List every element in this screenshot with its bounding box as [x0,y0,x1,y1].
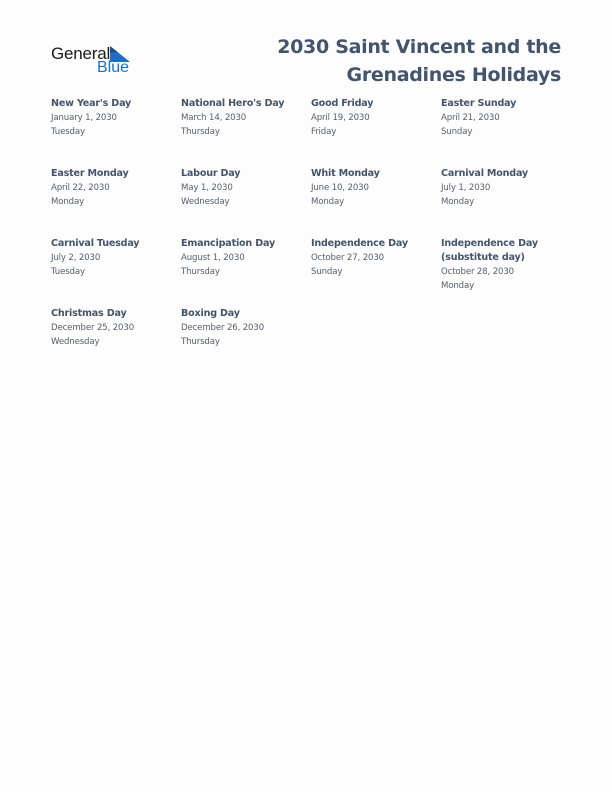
holiday-weekday: Tuesday [51,127,85,137]
logo-word-general: General [51,44,111,63]
holiday-item [311,97,439,139]
holiday-item [181,167,309,209]
holiday-date: December 25, 2030 [51,323,135,333]
holiday-weekday: Tuesday [51,267,85,277]
holiday-item [51,167,179,209]
holiday-name: New Year's Day [51,98,132,109]
holiday-weekday: Monday [441,281,475,291]
holiday-name: Christmas Day [51,308,127,319]
holiday-name: Independence Day (substitute day) [441,238,538,263]
holiday-date: August 1, 2030 [181,253,245,263]
holiday-weekday: Monday [441,197,475,207]
holiday-item [441,97,569,139]
holiday-date: October 27, 2030 [311,253,384,263]
holiday-name: Boxing Day [181,308,240,319]
holiday-item [51,97,179,139]
holiday-weekday: Monday [51,197,85,207]
page-title: 2030 Saint Vincent and the Grenadines Holidays [277,36,561,86]
holiday-date: January 1, 2030 [51,113,117,123]
holiday-date: April 21, 2030 [441,113,500,123]
holiday-name: Easter Monday [51,168,129,179]
holiday-item [311,167,439,209]
holiday-weekday: Friday [311,127,337,137]
holiday-weekday: Wednesday [51,337,100,347]
holiday-name: Good Friday [311,98,374,109]
holiday-date: December 26, 2030 [181,323,265,333]
holiday-item [181,307,309,349]
holiday-date: May 1, 2030 [181,183,233,193]
holiday-weekday: Sunday [311,267,343,277]
holiday-item [181,237,309,279]
holiday-date: July 2, 2030 [51,253,101,263]
holiday-name: National Hero's Day [181,98,285,109]
holiday-weekday: Sunday [441,127,473,137]
holiday-item [441,167,569,209]
holiday-weekday: Thursday [181,127,220,137]
holiday-item [181,97,309,139]
holiday-name: Whit Monday [311,168,380,179]
holiday-item [51,307,179,349]
holiday-weekday: Thursday [181,267,220,277]
holiday-date: April 22, 2030 [51,183,110,193]
holiday-item [51,237,179,279]
holiday-weekday: Wednesday [181,197,230,207]
holiday-name: Easter Sunday [441,98,517,109]
holiday-date: June 10, 2030 [311,183,369,193]
holiday-name: Emancipation Day [181,238,276,249]
logo-word-blue: Blue [97,59,130,76]
holiday-weekday: Thursday [181,337,220,347]
holiday-name: Carnival Tuesday [51,238,140,249]
holiday-item [311,237,439,279]
logo [51,44,141,78]
holiday-item [441,237,569,293]
holiday-weekday: Monday [311,197,345,207]
holiday-name: Independence Day [311,238,408,249]
holiday-date: October 28, 2030 [441,267,514,277]
holiday-name: Labour Day [181,168,241,179]
holiday-date: July 1, 2030 [441,183,491,193]
holiday-date: April 19, 2030 [311,113,370,123]
holiday-name: Carnival Monday [441,168,528,179]
holiday-date: March 14, 2030 [181,113,247,123]
